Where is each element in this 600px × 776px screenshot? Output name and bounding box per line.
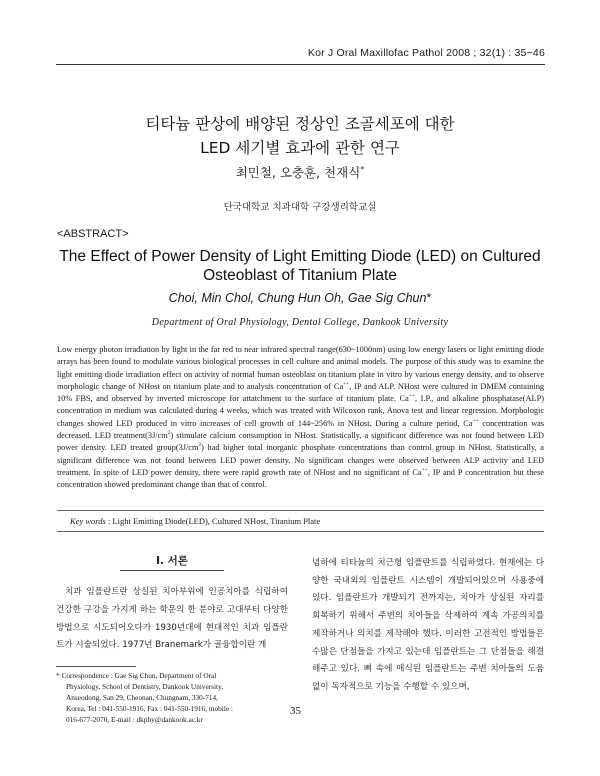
korean-title-line2: LED 세기별 효과에 관한 연구 <box>200 139 400 157</box>
abstract-text: , IP and ALP. NHost were cultured in DMEM containing 10% FBS, and observed by inverted microscope for attatchment to the surface of titanium plate. Ca <box>57 381 544 404</box>
footnote-line: Physiology, School of Dentistry, Dankook University, <box>66 682 224 691</box>
english-authors <box>0 291 600 305</box>
abstract-text: , I.P., and alkaline phosphatase(ALP) concentration in medium was calculated during 4 weeks, which was treated with Wilcoxon rank, Anova test and linear regression. Morphologic changes showed LED produced in vitro increases of cell growth of 144~256% in NHost. During a culture period, Ca <box>57 394 544 428</box>
abstract-superscript: 2 <box>198 442 202 449</box>
body-left-column: 치과 임플란트란 상실된 치아부위에 인공치아를 식립하여 건강한 구강을 가지게 하는 학문의 한 분야로 고대부터 다양한 방법으로 시도되어오다가 1930년대에 현대적인 치과 임플란트가 시술되었다. 1977년 Branemark가 골융합이란 개 <box>56 587 288 651</box>
korean-authors <box>0 163 600 181</box>
abstract-text: , IP and P concentration but these concentration showed predominant change than that of control. <box>57 467 544 490</box>
keywords-top-rule <box>57 510 544 511</box>
footnote-line: 016-677-2070, E-mail : dkphy@dankook.ac.kr <box>66 715 203 724</box>
section-title-underline <box>120 570 224 571</box>
korean-affiliation: 단국대학교 치과대학 구강생리학교실 <box>223 202 377 213</box>
abstract-text: ) had higher total inorganic phosphate concentrations than control group in NHost. Statistically, a significant difference was not found between LED power density. No significant changes were observed between ALP activity and LED treatment. In spite of LED power density, there were rapid growth rate of NHost and no significant of Ca <box>57 443 544 477</box>
footnote-rule <box>56 666 136 667</box>
english-corresponding-mark: * <box>426 291 432 305</box>
keywords-label: Key words <box>70 516 106 526</box>
abstract-superscript: ++ <box>472 418 479 425</box>
correspondence-footnote <box>56 670 288 725</box>
abstract-text: concentration was decreased. LED treatment(3J/cm <box>57 418 545 441</box>
keywords <box>70 516 320 526</box>
korean-corresponding-mark: * <box>360 164 365 174</box>
abstract-superscript: ++ <box>408 393 416 400</box>
english-title-line2: Osteoblast of Titanium Plate <box>203 267 397 284</box>
keywords-text: : Light Emitting Diode(LED), Cultured NHost, Titanium Plate <box>105 516 321 526</box>
abstract-superscript: 2 <box>167 430 171 437</box>
abstract-text: ) stimulate calcium consumption in NHost. Statistically, a significant difference was not found between LED power density. LED treated group(3J/cm <box>57 431 544 453</box>
section-title-introduction: I. 서론 <box>156 555 188 567</box>
page-number: 35 <box>290 705 301 717</box>
body-right-column: 념하에 티타늄의 치근형 임플란트를 식립하였다. 현재에는 다양한 국내외의 임플란트 시스템이 개발되어있으며 사용중에 있다. 임플란트가 개발되기 전까지는, 치아가 상실된 자리를 회복하기 위해서 주변의 치아들을 삭제하여 계속 가공의치를 제작하거나 의치를 제작해야 했다. 이러한 고전적인 방법들은 수많은 단점들을 가지고 있는데 임플란트는 그 단점들을 해결해주고 있다. 뼈 속에 매식된 임플란트는 주변 치아들의 도움 없이 독자적으로 기능을 수행할 수 있으며, <box>312 558 544 692</box>
korean-authors-names: 최민철, 오충훈, 천재식 <box>235 165 361 180</box>
journal-citation: Kor J Oral Maxillofac Pathol 2008 ; 32(1) : 35~46 <box>307 47 545 59</box>
footnote-line: * Correspondence : Gae Sig Chun, Department of Oral <box>56 671 217 680</box>
english-title-line1: The Effect of Power Density of Light Emitting Diode (LED) on Cultured <box>59 248 541 265</box>
keywords-bottom-rule <box>57 531 544 532</box>
header-rule <box>56 64 545 65</box>
english-authors-names: Choi, Min Chol, Chung Hun Oh, Gae Sig Chun <box>168 291 427 305</box>
abstract-superscript: ++ <box>343 381 350 388</box>
footnote-line: Korea, Tel : 041-550-1916, Fax : 041-550-1916, mobile : <box>66 704 233 713</box>
abstract-label: <ABSTRACT> <box>57 228 129 240</box>
footnote-line: Anseodong, San 29, Cheonan, Chungnam, 330-714, <box>66 693 219 702</box>
abstract-body <box>57 344 544 492</box>
abstract-superscript: ++ <box>421 467 428 474</box>
english-affiliation: Department of Oral Physiology, Dental College, Dankook University <box>151 317 449 328</box>
korean-title-line1: 티타늄 판상에 배양된 정상인 조골세포에 대한 <box>145 115 455 133</box>
abstract-text: Low energy photon irradiation by light in the far red to near infrared spectral range(630~1000nm) using low energy lasers or light emitting diode arrays has been found to modulate various biological processes in cell culture and animal models. The purpose of this study was to examine the light emitting diode irradiation effect on activity of normal human osteoblast on titanium plate in vitro by various energy density, and to observe morphologic change of NHost on titanium plate and to analysis concentration of Ca <box>57 345 544 391</box>
